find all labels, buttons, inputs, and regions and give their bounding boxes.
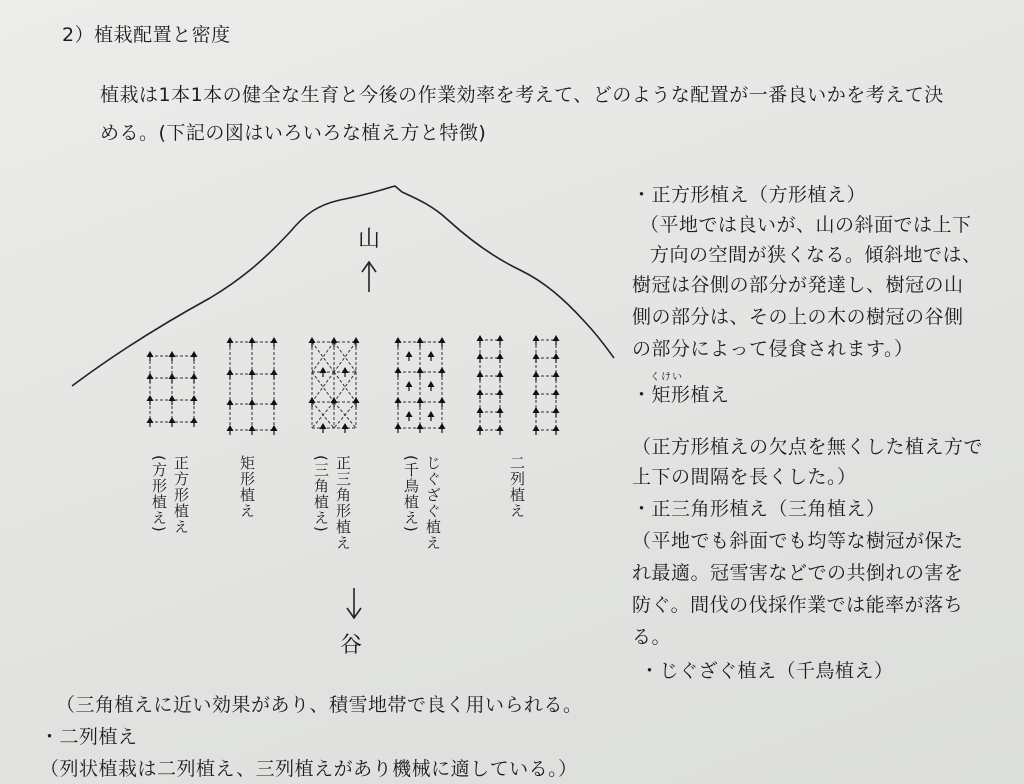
tree-rect [227,337,234,347]
pattern-sub-square: (方形植え) [150,455,168,533]
tree-zigzag [395,337,402,347]
tree-two-row [533,425,540,435]
tree-zigzag [428,351,435,361]
pattern-label-two-row: 二列植え [508,455,526,519]
tree-square [191,417,198,427]
tree-two-row [553,389,560,399]
tree-two-row [533,335,540,345]
tree-rect [227,369,234,379]
tree-zigzag [439,423,446,433]
tree-two-row [553,407,560,417]
tree-zigzag [406,381,413,391]
square-desc-4: 側の部分は、その上の木の樹冠の谷側 [632,306,964,328]
triangle-desc-3: 防ぐ。間伐の伐採作業では能率が落ち [632,594,964,616]
tree-zigzag [406,411,413,421]
rect-title-ruby: くけい [650,372,683,383]
tree-two-row [553,353,560,363]
tree-two-row [497,389,504,399]
rect-title: ・矩形植え [632,384,730,406]
two-row-title: ・二列植え [40,726,138,748]
tree-tri [320,367,327,377]
tree-rect [271,337,278,347]
tree-two-row [533,407,540,417]
tree-zigzag [417,367,424,377]
tree-square [191,373,198,383]
tree-two-row [477,389,484,399]
rect-title-block [632,372,730,407]
tree-zigzag [428,411,435,421]
zigzag-title: ・じぐざぐ植え（千鳥植え） [640,660,894,682]
tree-tri [353,337,360,347]
tree-two-row [477,425,484,435]
tree-zigzag [395,423,402,433]
tree-rect [249,399,256,409]
tree-two-row [553,425,560,435]
tree-two-row [533,389,540,399]
rect-desc-2: 上下の間隔を長くした。） [632,466,857,488]
tree-two-row [533,371,540,381]
triangle-desc-2: れ最適。冠雪害などでの共倒れの害を [632,562,964,584]
tree-rect [227,399,234,409]
tree-square [147,417,154,427]
triangle-desc-4: る。 [632,626,672,648]
tree-two-row [477,407,484,417]
square-title: ・正方形植え（方形植え） [632,184,867,206]
tree-zigzag [439,367,446,377]
tree-rect [271,399,278,409]
tree-rect [249,369,256,379]
down-arrow-icon [347,588,361,618]
tree-tri [320,423,327,433]
pattern-label-triangle: 正三角形植え [334,455,352,551]
tree-two-row [497,353,504,363]
tree-tri [309,337,316,347]
triangle-title: ・正三角形植え（三角植え） [632,498,886,520]
pattern-sub-zigzag: (千鳥植え) [402,455,420,533]
tree-two-row [497,407,504,417]
triangle-desc-1: （平地でも斜面でも均等な樹冠が保た [632,530,964,552]
rect-desc-1: （正方形植えの欠点を無くした植え方で [632,436,984,458]
tree-two-row [497,425,504,435]
tree-rect [271,425,278,435]
zigzag-desc: （三角植えに近い効果があり、積雪地帯で良く用いられる。 [56,694,583,716]
square-desc-1: （平地では良いが、山の斜面では上下 [640,214,972,236]
tree-square [147,373,154,383]
tree-square [147,395,154,405]
tree-two-row [477,371,484,381]
section-heading: 2）植栽配置と密度 [62,24,231,46]
square-desc-2: 方向の空間が狭くなる。傾斜地では、 [650,244,982,266]
tree-square [169,417,176,427]
square-desc-5: の部分によって侵食されます。） [632,338,914,360]
tree-square [191,395,198,405]
tree-two-row [477,353,484,363]
mountain-label: 山 [358,227,381,252]
two-row-desc: （列状植栽は二列植え、三列植えがあり機械に適している。） [40,758,578,780]
tree-two-row [553,335,560,345]
square-desc-3: 樹冠は谷側の部分が発達し、樹冠の山 [632,274,964,296]
tree-zigzag [395,367,402,377]
pattern-label-zigzag: じぐざぐ植え [424,455,442,551]
tree-zigzag [395,397,402,407]
tree-tri [342,423,349,433]
intro-line-2: める。(下記の図はいろいろな植え方と特徴) [100,122,487,144]
intro-line-1: 植栽は1本1本の健全な生育と今後の作業効率を考えて、どのような配置が一番良いかを考えて決 [100,84,944,106]
mountain-outline [72,186,614,386]
tree-rect [249,425,256,435]
tree-square [191,351,198,361]
tree-zigzag [406,351,413,361]
up-arrow-icon [362,262,376,292]
tree-rect [271,369,278,379]
tree-tri [342,367,349,377]
tree-tri [331,337,338,347]
tree-zigzag [439,337,446,347]
tree-rect [249,337,256,347]
tree-two-row [497,335,504,345]
tree-two-row [477,335,484,345]
tree-zigzag [417,423,424,433]
tree-square [169,395,176,405]
tree-square [169,373,176,383]
pattern-sub-triangle: (三角植え) [312,455,330,533]
tree-square [147,351,154,361]
tree-square [169,351,176,361]
valley-label: 谷 [340,633,363,658]
tree-two-row [497,371,504,381]
tree-zigzag [428,381,435,391]
tree-two-row [533,353,540,363]
tree-zigzag [417,397,424,407]
tree-zigzag [439,397,446,407]
tree-zigzag [417,337,424,347]
tree-rect [227,425,234,435]
pattern-label-square: 正方形植え [172,455,190,535]
tree-two-row [553,371,560,381]
pattern-label-rectangle: 矩形植え [238,455,256,519]
